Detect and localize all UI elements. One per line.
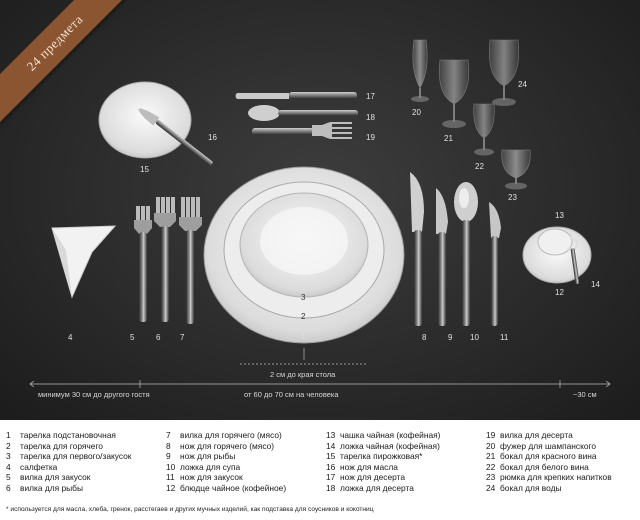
legend-item: 2 тарелка для горячего [6, 440, 103, 451]
red-wine-glass [439, 60, 468, 128]
label-8: 8 [422, 333, 427, 342]
label-3: 3 [301, 293, 306, 302]
legend-item: 23 рюмка для крепких напитков [486, 472, 612, 482]
label-20: 20 [412, 108, 421, 117]
legend-item: 6 вилка для рыбы [6, 482, 83, 493]
dimension-edge-label: 2 см до края стола [270, 370, 336, 379]
item-count-badge: 24 предмета [0, 0, 134, 122]
label-1: 1 [301, 332, 306, 341]
napkin [52, 226, 115, 297]
label-23: 23 [508, 193, 517, 202]
fork-fish [154, 197, 176, 322]
water-glass [489, 40, 518, 106]
legend-item: 12 блюдце чайное (кофейное) [166, 482, 287, 493]
legend-column-1 [6, 430, 131, 493]
label-7: 7 [180, 333, 185, 342]
bread-plate [99, 82, 191, 158]
label-6: 6 [156, 333, 161, 342]
label-24: 24 [518, 80, 527, 89]
label-18: 18 [366, 113, 375, 122]
label-2: 2 [301, 312, 306, 321]
spirits-glass [502, 150, 530, 190]
dessert-knife [236, 92, 358, 99]
knife-appetizer [489, 202, 501, 326]
legend-column-2 [166, 430, 286, 493]
tea-set [523, 227, 591, 284]
cutlery-right [410, 172, 501, 326]
dimension-person-label: от 60 до 70 см на человека [244, 390, 339, 399]
legend-item: 11 нож для закусок [166, 472, 243, 482]
label-10: 10 [470, 333, 479, 342]
legend-item: 7 вилка для горячего (мясо) [166, 430, 282, 440]
soup-spoon [454, 182, 478, 326]
fork-main [179, 197, 202, 324]
legend-column-3 [326, 430, 440, 493]
label-15: 15 [140, 165, 149, 174]
legend-item: 18 ложка для десерта [326, 482, 414, 493]
label-14: 14 [591, 280, 600, 289]
dimension-right-label: ~30 см [573, 390, 597, 399]
label-5: 5 [130, 333, 135, 342]
label-4: 4 [68, 333, 73, 342]
label-12: 12 [555, 288, 564, 297]
legend-item: 15 тарелка пирожковая* [326, 451, 423, 461]
legend-item: 5 вилка для закусок [6, 472, 91, 482]
legend-item: 13 чашка чайная (кофейная) [326, 430, 441, 440]
label-19: 19 [366, 133, 375, 142]
legend-item: 21 бокал для красного вина [486, 451, 597, 461]
label-22: 22 [475, 162, 484, 171]
label-17: 17 [366, 92, 375, 101]
legend-item: 4 салфетка [6, 461, 58, 472]
legend-item: 14 ложка чайная (кофейная) [326, 440, 440, 451]
teacup [538, 229, 572, 255]
label-11: 11 [500, 333, 509, 342]
legend-column-4 [486, 430, 612, 493]
label-21: 21 [444, 134, 453, 143]
legend-item: 10 ложка для супа [166, 461, 241, 472]
dessert-spoon [248, 105, 358, 121]
dimension-lines [30, 348, 610, 388]
legend-item: 1 тарелка подстановочная [6, 430, 116, 440]
legend-item: 9 нож для рыбы [166, 451, 236, 461]
footnote: * используется для масла, хлеба, гренок, расстегаев и других мучных изделий, как подставка для соусников и кокотниц [6, 506, 374, 513]
legend-item: 24 бокал для воды [486, 482, 562, 493]
dessert-fork [252, 122, 352, 139]
legend [0, 420, 640, 520]
forks-left [134, 197, 202, 324]
legend-item: 8 нож для горячего (мясо) [166, 440, 275, 451]
fork-appetizer [134, 206, 152, 322]
knife-fish [436, 188, 448, 326]
knife-main [410, 172, 424, 326]
glasses [411, 40, 530, 190]
label-13: 13 [555, 211, 564, 220]
legend-item: 22 бокал для белого вина [486, 461, 589, 472]
dessert-cutlery [236, 92, 359, 139]
legend-item: 3 тарелка для первого/закусок [6, 451, 132, 461]
label-16: 16 [208, 133, 217, 142]
legend-item: 16 нож для масла [326, 461, 398, 472]
legend-item: 20 фужер для шампанского [486, 440, 597, 451]
label-9: 9 [448, 333, 453, 342]
legend-item: 17 нож для десерта [326, 472, 406, 482]
legend-item: 19 вилка для десерта [486, 430, 573, 440]
white-wine-glass [474, 104, 495, 156]
champagne-glass [411, 40, 429, 102]
dimension-guest-label: минимум 30 см до другого гостя [38, 390, 150, 399]
